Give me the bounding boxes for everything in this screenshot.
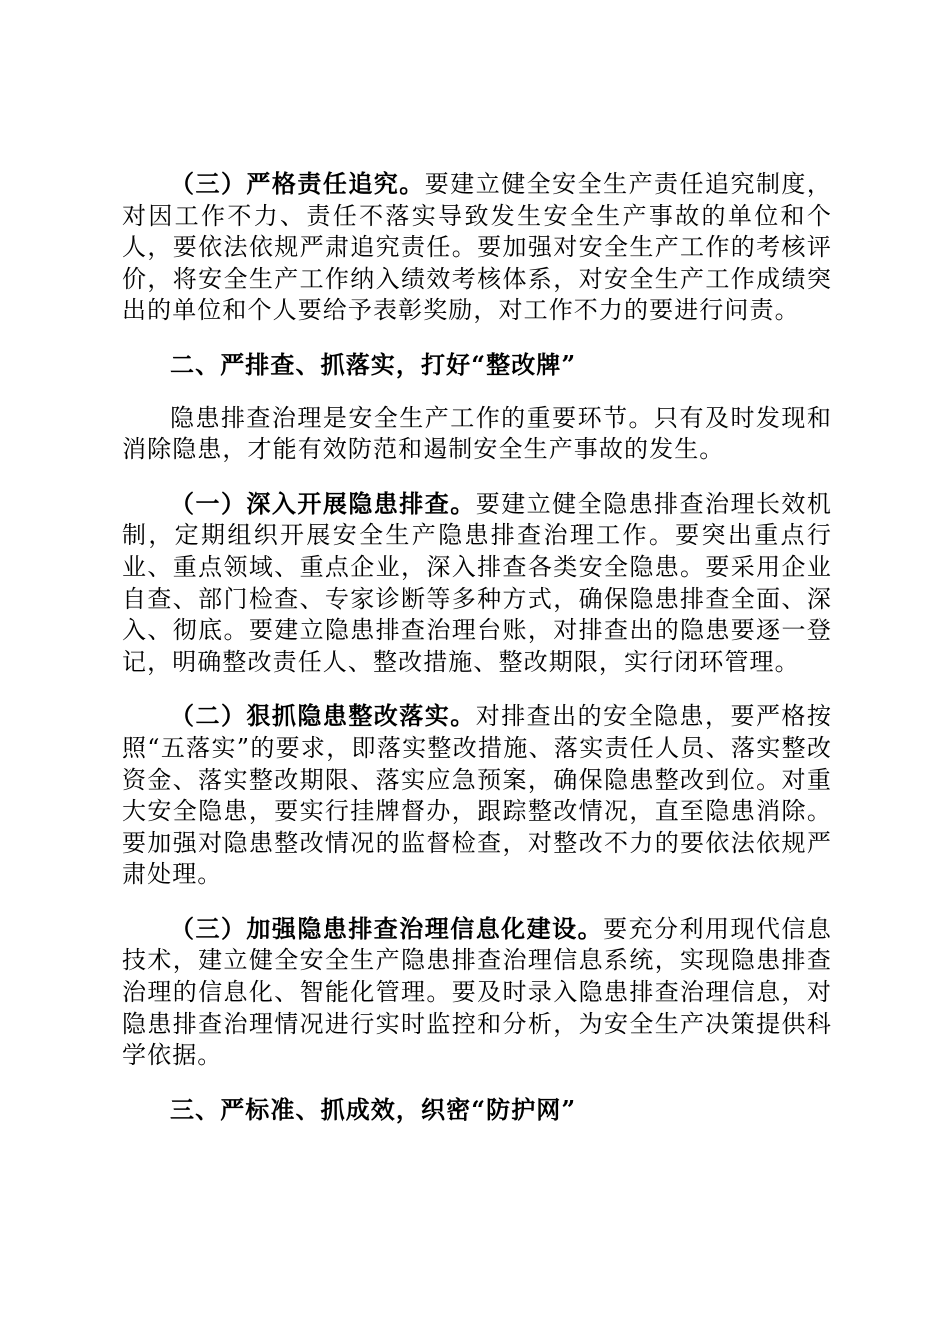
- paragraph-body: 要建立健全安全生产责任追究制度，对因工作不力、责任不落实导致发生安全生产事故的单位和个人，要依法依规严肃追究责任。要加强对安全生产工作的考核评价，将安全生产工作纳入绩效考核体系，对安全生产工作成绩突出的单位和个人要给予表彰奖励，对工作不力的要进行问责。: [122, 170, 832, 325]
- paragraph-hazard-investigation: [122, 488, 832, 679]
- paragraph-lead: （二）狠抓隐患整改落实。: [170, 701, 476, 731]
- paragraph-lead: （三）加强隐患排查治理信息化建设。: [170, 913, 604, 943]
- paragraph-body: 要充分利用现代信息技术，建立健全安全生产隐患排查治理信息系统，实现隐患排查治理的信息化、智能化管理。要及时录入隐患排查治理信息，对隐患排查治理情况进行实时监控和分析，为安全生产决策提供科学依据。: [122, 914, 832, 1070]
- paragraph-strict-accountability: [122, 168, 832, 327]
- paragraph-lead: （一）深入开展隐患排查。: [170, 488, 476, 518]
- paragraph-hazard-rectification: [122, 700, 832, 891]
- paragraph-lead: （三）严格责任追究。: [170, 169, 425, 198]
- paragraph-informatization: [122, 913, 832, 1072]
- paragraph-body: 隐患排查治理是安全生产工作的重要环节。只有及时发现和消除隐患，才能有效防范和遏制安全生产事故的发生。: [122, 403, 832, 464]
- section-heading-3: 三、严标准、抓成效，织密“防护网”: [170, 1094, 577, 1124]
- section-heading-2: 二、严排查、抓落实，打好“整改牌”: [170, 349, 577, 379]
- paragraph-body: 要建立健全隐患排查治理长效机制，定期组织开展安全生产隐患排查治理工作。要突出重点行业、重点领域、重点企业，深入排查各类安全隐患。要采用企业自查、部门检查、专家诊断等多种方式，确保隐患排查全面、深入、彻底。要建立隐患排查治理台账，对排查出的隐患要逐一登记，明确整改责任人、整改措施、整改期限，实行闭环管理。: [122, 489, 833, 676]
- paragraph-body: 对排查出的安全隐患，要严格按照“五落实”的要求，即落实整改措施、落实责任人员、落实整改资金、落实整改期限、落实应急预案，确保隐患整改到位。对重大安全隐患，要实行挂牌督办，跟踪整改情况，直至隐患消除。要加强对隐患整改情况的监督检查，对整改不力的要依法依规严肃处理。: [122, 702, 833, 889]
- paragraph-hazard-intro: [122, 403, 832, 466]
